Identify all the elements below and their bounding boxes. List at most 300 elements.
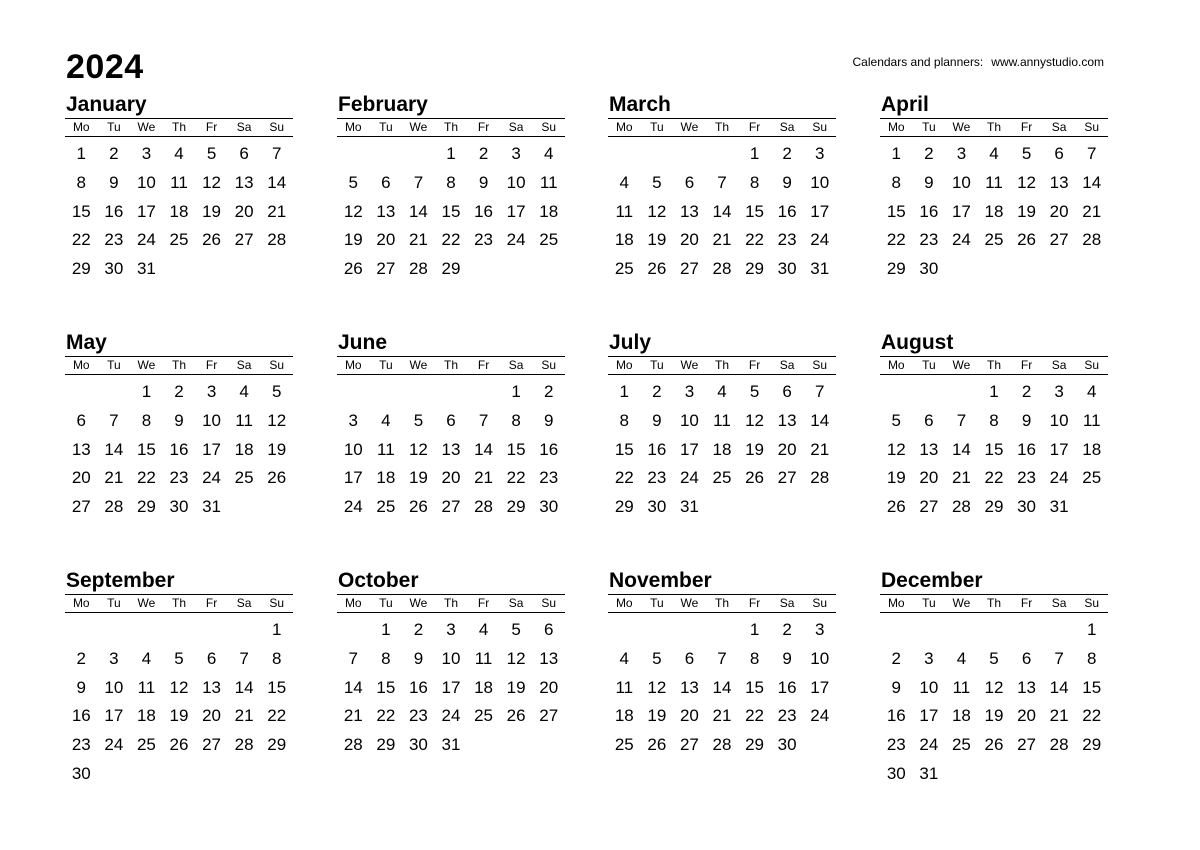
day-cell: 9 — [76, 677, 87, 697]
weekday-label: Su — [269, 120, 285, 134]
day-cell: 7 — [348, 648, 359, 668]
day-cell: 17 — [136, 201, 156, 221]
day-cell: 16 — [647, 439, 667, 459]
day-cell: 13 — [919, 439, 939, 459]
day-cell: 15 — [506, 439, 526, 459]
day-cell: 29 — [506, 497, 526, 517]
day-cell: 2 — [109, 144, 119, 163]
day-cell: 24 — [202, 468, 222, 488]
day-cell: 14 — [712, 201, 732, 221]
day-cell: 7 — [717, 648, 727, 668]
day-cell: 28 — [1082, 230, 1102, 250]
day-cell: 29 — [984, 497, 1004, 517]
day-cell: 25 — [136, 735, 156, 755]
day-cell: 6 — [76, 410, 87, 430]
credit-url[interactable]: www.annystudio.com — [991, 55, 1104, 69]
month-january — [65, 92, 293, 284]
day-cell: 19 — [343, 230, 363, 250]
weekday-label: We — [680, 120, 699, 134]
day-cell: 22 — [376, 706, 396, 726]
day-cell: 26 — [343, 259, 363, 279]
month-name: August — [881, 331, 954, 354]
day-cell: 18 — [984, 201, 1004, 221]
day-cell: 11 — [985, 172, 1003, 192]
day-cell: 6 — [381, 172, 391, 192]
day-cell: 19 — [647, 230, 667, 250]
day-cell: 18 — [169, 201, 189, 221]
day-cell: 10 — [136, 172, 156, 192]
day-cell: 3 — [956, 144, 967, 163]
day-cell: 14 — [951, 439, 971, 459]
day-cell: 4 — [381, 410, 391, 430]
day-cell: 4 — [989, 144, 999, 163]
day-cell: 10 — [919, 677, 939, 697]
day-cell: 1 — [446, 144, 456, 163]
day-cell: 9 — [652, 410, 662, 430]
day-cell: 6 — [684, 172, 695, 192]
day-cell: 15 — [71, 201, 91, 221]
weekday-label: We — [952, 358, 971, 372]
day-cell: 21 — [810, 439, 830, 459]
day-cell: 24 — [104, 735, 124, 755]
day-cell: 20 — [1049, 201, 1069, 221]
day-cell: 25 — [234, 468, 254, 488]
day-cell: 14 — [810, 410, 830, 430]
empty-cell — [370, 378, 403, 407]
day-cell: 27 — [376, 259, 396, 279]
weekday-label: Mo — [72, 120, 90, 134]
day-cell: 24 — [441, 706, 461, 726]
day-cell: 3 — [814, 620, 825, 639]
weekday-label: Sa — [779, 596, 795, 610]
weekday-label: Tu — [922, 358, 936, 372]
day-cell: 22 — [614, 468, 634, 488]
day-cell: 23 — [104, 230, 124, 250]
weekday-label: Sa — [779, 120, 795, 134]
day-cell: 12 — [506, 648, 526, 668]
day-cell: 2 — [76, 648, 87, 668]
day-cell: 19 — [647, 706, 667, 726]
weekday-label: Fr — [748, 596, 761, 610]
day-cell: 3 — [1054, 382, 1064, 401]
weekday-header — [65, 356, 293, 375]
weekday-label: We — [409, 596, 428, 610]
weekday-label: Th — [171, 596, 186, 610]
day-cell: 20 — [71, 468, 91, 488]
day-cell: 6 — [1021, 648, 1032, 668]
day-cell: 11 — [615, 677, 634, 697]
day-cell: 26 — [169, 735, 189, 755]
day-cell: 13 — [1017, 677, 1037, 697]
day-cell: 4 — [1086, 382, 1097, 401]
day-cell: 23 — [886, 735, 906, 755]
day-cell: 9 — [109, 172, 119, 192]
day-cell: 19 — [202, 201, 222, 221]
day-cell: 24 — [919, 735, 939, 755]
day-cell: 8 — [271, 648, 282, 668]
weekday-label: Tu — [650, 358, 664, 372]
day-cell: 8 — [446, 172, 456, 192]
weekday-label: Th — [171, 358, 186, 372]
day-cell: 11 — [1082, 410, 1101, 430]
empty-cell — [945, 378, 978, 407]
weekday-label: Tu — [650, 596, 664, 610]
day-cell: 1 — [141, 382, 152, 401]
day-cell: 12 — [647, 677, 667, 697]
weekday-label: Fr — [1020, 120, 1033, 134]
day-grid — [608, 140, 836, 284]
day-cell: 26 — [506, 706, 526, 726]
day-grid — [65, 378, 293, 522]
day-cell: 20 — [679, 230, 699, 250]
weekday-label: Su — [269, 596, 285, 610]
day-cell: 13 — [1049, 172, 1069, 192]
day-cell: 1 — [76, 144, 87, 163]
day-cell: 8 — [619, 410, 630, 430]
day-cell: 31 — [136, 259, 156, 279]
empty-cell — [608, 140, 641, 169]
day-cell: 3 — [814, 144, 825, 163]
day-cell: 30 — [408, 735, 428, 755]
day-cell: 5 — [652, 172, 662, 192]
day-cell: 8 — [749, 172, 760, 192]
weekday-label: Mo — [344, 596, 362, 610]
day-cell: 8 — [511, 410, 521, 430]
day-cell: 26 — [202, 230, 222, 250]
empty-cell — [608, 616, 641, 645]
weekday-label: Sa — [236, 358, 252, 372]
weekday-label: Tu — [107, 120, 121, 134]
weekday-label: Sa — [508, 358, 524, 372]
weekday-label: Th — [443, 596, 458, 610]
day-cell: 19 — [984, 706, 1004, 726]
day-cell: 29 — [745, 259, 765, 279]
day-cell: 10 — [506, 172, 526, 192]
day-cell: 6 — [206, 648, 217, 668]
empty-cell — [98, 378, 131, 407]
day-cell: 15 — [614, 439, 634, 459]
day-cell: 21 — [712, 230, 732, 250]
day-cell: 29 — [614, 497, 634, 517]
day-cell: 20 — [1017, 706, 1037, 726]
day-cell: 30 — [919, 259, 939, 279]
day-cell: 6 — [1054, 144, 1064, 163]
day-cell: 17 — [919, 706, 939, 726]
empty-cell — [65, 616, 98, 645]
day-cell: 12 — [984, 677, 1004, 697]
day-cell: 23 — [408, 706, 428, 726]
day-cell: 22 — [267, 706, 287, 726]
day-cell: 1 — [749, 144, 760, 163]
day-cell: 28 — [408, 259, 428, 279]
day-cell: 27 — [1049, 230, 1069, 250]
empty-cell — [402, 378, 435, 407]
day-cell: 13 — [679, 677, 699, 697]
day-cell: 31 — [679, 497, 699, 517]
day-cell: 26 — [745, 468, 765, 488]
weekday-label: Fr — [477, 120, 490, 134]
day-cell: 27 — [777, 468, 797, 488]
day-cell: 28 — [343, 735, 363, 755]
weekday-label: Th — [986, 596, 1001, 610]
day-cell: 26 — [886, 497, 906, 517]
empty-cell — [337, 378, 370, 407]
month-name: November — [609, 569, 712, 592]
weekday-label: Su — [1084, 120, 1100, 134]
empty-cell — [673, 140, 706, 169]
month-april — [880, 92, 1108, 284]
weekday-label: Tu — [379, 596, 393, 610]
day-cell: 10 — [202, 410, 222, 430]
weekday-label: Tu — [379, 120, 393, 134]
weekday-label: We — [409, 358, 428, 372]
day-cell: 4 — [239, 382, 249, 401]
weekday-label: Su — [541, 358, 557, 372]
day-cell: 18 — [614, 706, 634, 726]
day-cell: 11 — [137, 677, 156, 697]
day-cell: 13 — [441, 439, 461, 459]
weekday-label: Sa — [1051, 596, 1067, 610]
day-cell: 2 — [924, 144, 934, 163]
day-cell: 17 — [1049, 439, 1069, 459]
day-cell: 5 — [174, 648, 184, 668]
day-cell: 28 — [951, 497, 971, 517]
day-cell: 17 — [810, 677, 830, 697]
day-cell: 2 — [1021, 382, 1032, 401]
day-cell: 20 — [919, 468, 939, 488]
day-cell: 13 — [234, 172, 254, 192]
day-grid — [65, 616, 293, 789]
day-cell: 13 — [679, 201, 699, 221]
day-cell: 17 — [343, 468, 363, 488]
day-cell: 5 — [348, 172, 359, 192]
weekday-header — [337, 118, 565, 137]
weekday-label: Th — [443, 120, 458, 134]
day-cell: 22 — [745, 706, 765, 726]
month-june — [337, 330, 565, 522]
day-cell: 30 — [71, 763, 91, 783]
weekday-header — [880, 594, 1108, 613]
day-cell: 1 — [1086, 620, 1097, 639]
day-cell: 16 — [169, 439, 189, 459]
weekday-label: We — [137, 358, 156, 372]
day-cell: 26 — [647, 735, 667, 755]
weekday-label: We — [952, 120, 971, 134]
day-cell: 9 — [782, 172, 792, 192]
day-cell: 11 — [235, 410, 253, 430]
day-cell: 14 — [474, 439, 494, 459]
month-name: April — [881, 93, 929, 116]
day-cell: 24 — [506, 230, 526, 250]
day-cell: 6 — [543, 620, 554, 639]
weekday-label: Mo — [615, 358, 633, 372]
day-grid — [880, 140, 1108, 284]
day-cell: 16 — [886, 706, 906, 726]
day-cell: 30 — [886, 763, 906, 783]
day-cell: 7 — [271, 144, 282, 163]
month-december — [880, 568, 1108, 789]
day-cell: 23 — [474, 230, 494, 250]
day-cell: 25 — [539, 230, 559, 250]
month-name: December — [881, 569, 983, 592]
day-cell: 19 — [745, 439, 765, 459]
day-cell: 16 — [408, 677, 428, 697]
day-cell: 12 — [267, 410, 287, 430]
day-cell: 20 — [679, 706, 699, 726]
weekday-label: Sa — [1051, 120, 1067, 134]
day-cell: 16 — [777, 201, 797, 221]
empty-cell — [435, 378, 468, 407]
day-cell: 15 — [136, 439, 156, 459]
day-cell: 12 — [343, 201, 363, 221]
day-cell: 18 — [474, 677, 494, 697]
day-cell: 12 — [408, 439, 428, 459]
day-cell: 17 — [679, 439, 699, 459]
empty-cell — [98, 616, 131, 645]
day-cell: 19 — [267, 439, 287, 459]
day-cell: 14 — [408, 201, 428, 221]
day-cell: 14 — [1049, 677, 1069, 697]
day-cell: 29 — [376, 735, 396, 755]
day-cell: 18 — [1082, 439, 1102, 459]
weekday-label: Su — [541, 120, 557, 134]
weekday-label: Sa — [236, 596, 252, 610]
day-cell: 4 — [543, 144, 554, 163]
day-cell: 9 — [782, 648, 792, 668]
day-cell: 17 — [951, 201, 971, 221]
day-cell: 20 — [202, 706, 222, 726]
day-cell: 14 — [1082, 172, 1102, 192]
month-name: March — [609, 93, 671, 116]
day-cell: 31 — [202, 497, 222, 517]
month-name: September — [66, 569, 175, 592]
month-november — [608, 568, 836, 760]
weekday-label: Tu — [379, 358, 393, 372]
month-name: January — [66, 93, 147, 116]
weekday-label: Fr — [477, 358, 490, 372]
day-cell: 18 — [614, 230, 634, 250]
weekday-label: Mo — [615, 596, 633, 610]
day-cell: 4 — [619, 648, 630, 668]
day-cell: 16 — [777, 677, 797, 697]
day-cell: 10 — [951, 172, 971, 192]
day-cell: 8 — [989, 410, 999, 430]
day-cell: 5 — [989, 648, 999, 668]
day-grid — [337, 140, 565, 284]
day-cell: 27 — [679, 735, 699, 755]
day-cell: 7 — [956, 410, 967, 430]
weekday-label: Mo — [887, 120, 905, 134]
month-august — [880, 330, 1108, 522]
empty-cell — [913, 378, 946, 407]
day-cell: 26 — [267, 468, 287, 488]
day-cell: 3 — [446, 620, 456, 639]
month-september — [65, 568, 293, 789]
day-cell: 30 — [777, 259, 797, 279]
day-cell: 17 — [441, 677, 461, 697]
day-cell: 5 — [511, 620, 521, 639]
day-cell: 11 — [170, 172, 188, 192]
day-cell: 3 — [684, 382, 695, 401]
day-cell: 7 — [1086, 144, 1097, 163]
day-cell: 16 — [919, 201, 939, 221]
day-cell: 27 — [1017, 735, 1037, 755]
day-cell: 21 — [474, 468, 494, 488]
day-cell: 16 — [474, 201, 494, 221]
weekday-label: Mo — [344, 358, 362, 372]
day-cell: 30 — [1017, 497, 1037, 517]
day-cell: 30 — [647, 497, 667, 517]
day-cell: 18 — [136, 706, 156, 726]
day-cell: 4 — [717, 382, 727, 401]
day-cell: 15 — [745, 201, 765, 221]
day-cell: 28 — [712, 259, 732, 279]
day-cell: 21 — [951, 468, 971, 488]
day-grid — [337, 378, 565, 522]
day-cell: 2 — [891, 648, 902, 668]
day-cell: 22 — [71, 230, 91, 250]
weekday-label: Su — [541, 596, 557, 610]
day-cell: 10 — [1049, 410, 1069, 430]
day-cell: 22 — [1082, 706, 1102, 726]
day-cell: 21 — [712, 706, 732, 726]
day-cell: 18 — [951, 706, 971, 726]
weekday-label: Sa — [779, 358, 795, 372]
day-cell: 9 — [478, 172, 489, 192]
day-cell: 5 — [413, 410, 424, 430]
weekday-label: Fr — [1020, 596, 1033, 610]
weekday-label: Fr — [1020, 358, 1033, 372]
day-cell: 21 — [234, 706, 254, 726]
day-cell: 27 — [539, 706, 559, 726]
weekday-label: Sa — [1051, 358, 1067, 372]
day-cell: 22 — [441, 230, 461, 250]
day-cell: 1 — [989, 382, 999, 401]
day-cell: 3 — [109, 648, 119, 668]
day-cell: 7 — [1054, 648, 1064, 668]
day-cell: 27 — [679, 259, 699, 279]
weekday-label: We — [680, 596, 699, 610]
day-cell: 12 — [647, 201, 667, 221]
day-cell: 10 — [343, 439, 363, 459]
day-cell: 30 — [169, 497, 189, 517]
day-cell: 14 — [104, 439, 124, 459]
day-cell: 13 — [376, 201, 396, 221]
day-cell: 23 — [919, 230, 939, 250]
day-cell: 7 — [717, 172, 727, 192]
day-cell: 6 — [239, 144, 249, 163]
empty-cell — [228, 616, 261, 645]
day-cell: 17 — [104, 706, 124, 726]
day-cell: 9 — [174, 410, 184, 430]
weekday-label: Mo — [615, 120, 633, 134]
day-cell: 16 — [539, 439, 559, 459]
day-cell: 12 — [1017, 172, 1037, 192]
weekday-label: Su — [812, 358, 828, 372]
day-cell: 23 — [777, 706, 797, 726]
day-cell: 5 — [206, 144, 217, 163]
day-cell: 20 — [234, 201, 254, 221]
day-cell: 9 — [543, 410, 554, 430]
day-cell: 22 — [886, 230, 906, 250]
weekday-header — [337, 356, 565, 375]
day-cell: 5 — [1021, 144, 1032, 163]
day-cell: 2 — [478, 144, 489, 163]
day-cell: 8 — [749, 648, 760, 668]
day-cell: 28 — [712, 735, 732, 755]
day-cell: 25 — [474, 706, 494, 726]
weekday-label: Mo — [887, 358, 905, 372]
